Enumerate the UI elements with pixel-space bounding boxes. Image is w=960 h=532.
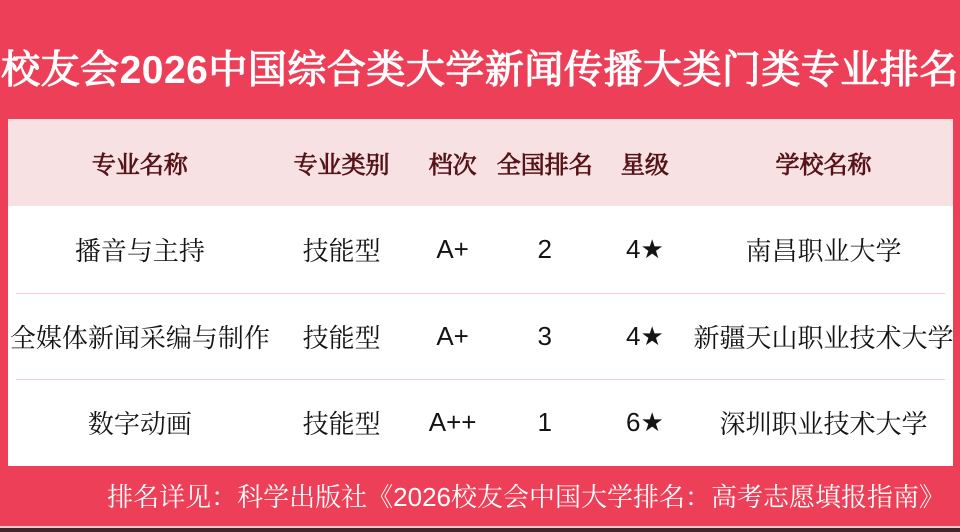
header-cell-star-level: 星级 [620,152,669,179]
header-cell-major-name: 专业名称 [91,152,188,179]
footer-citation: 排名详见：科学出版社《2026校友会中国大学排名：高考志愿填报指南》 [107,481,945,512]
cell-star-level: 4★ [625,320,664,351]
ranking-table [8,119,953,466]
cell-university-name: 深圳职业技术大学 [719,409,928,440]
cell-university-name: 新疆天山职业技术大学 [693,322,954,353]
title-band [0,0,960,119]
table-body [8,206,953,466]
cell-grade: A++ [428,407,477,438]
cell-star-level: 4★ [625,233,664,264]
cell-major-category: 技能型 [302,235,381,266]
cell-grade: A+ [436,320,469,351]
header-cell-university-name: 学校名称 [775,152,872,179]
cell-major-category: 技能型 [302,409,381,440]
header-cell-major-category: 专业类别 [293,152,390,179]
cell-major-name: 全媒体新闻采编与制作 [9,322,270,353]
cell-university-name: 南昌职业大学 [745,235,902,266]
table-row [8,206,953,293]
header-cell-grade: 档次 [428,152,477,179]
cell-national-rank: 1 [537,407,552,438]
cell-major-name: 播音与主持 [74,235,205,266]
cell-national-rank: 3 [537,320,552,351]
cell-grade: A+ [436,233,469,264]
cell-major-name: 数字动画 [87,409,192,440]
table-row [8,379,953,466]
bottom-edge-shadow [0,528,960,532]
footer-band [0,466,960,532]
table-header-row [8,119,953,206]
header-cell-national-rank: 全国排名 [496,152,593,179]
cell-national-rank: 2 [537,233,552,264]
table-row [8,293,953,380]
cell-star-level: 6★ [625,407,664,438]
page-title: 校友会2026中国综合类大学新闻传播大类门类专业排名 [1,48,959,92]
cell-major-category: 技能型 [302,322,381,353]
